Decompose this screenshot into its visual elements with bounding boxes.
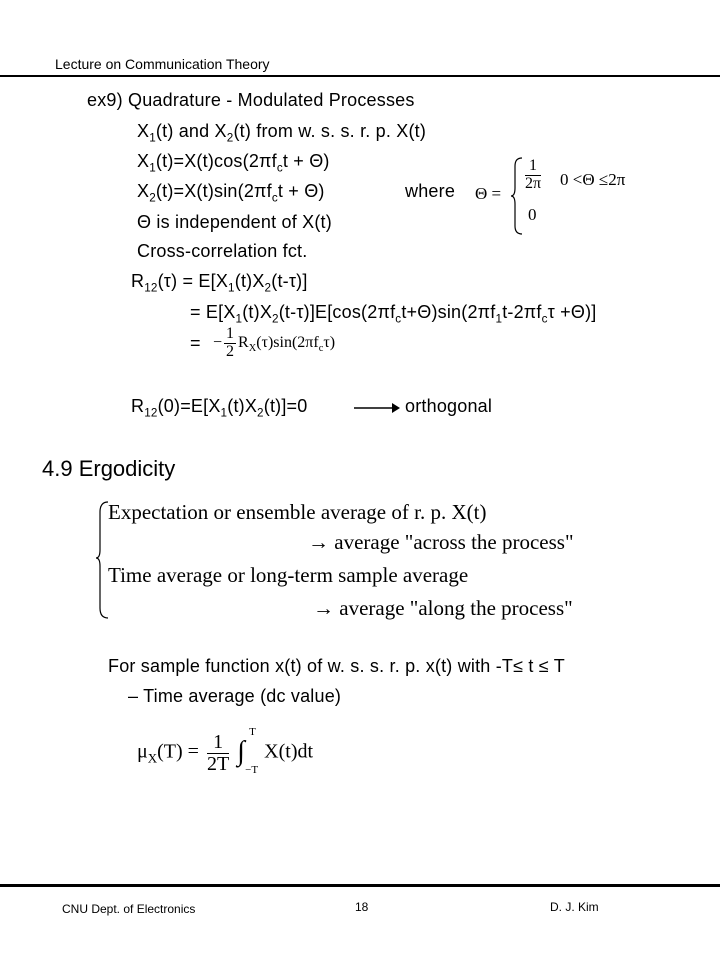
example-line-3: $X_2(t)=X(t)\sin(2\pi f_ct + \Theta)$ bbox=[137, 181, 325, 205]
page-number: 18 bbox=[355, 900, 369, 914]
header-rule bbox=[0, 75, 720, 77]
ergodicity-line-1: Expectation or ensemble average of r. p. X(t) bbox=[108, 500, 487, 524]
sample-line-1: For sample function x(t) of w. s. s. r. p. x(t) with -T≤ t ≤ T bbox=[108, 656, 565, 676]
time-average-formula: $\mu_X(T)$ = $\frac{1}{2T}$ ∫ T −T X(t)dt bbox=[137, 726, 314, 776]
sample-line-2: – Time average (dc value) bbox=[128, 686, 342, 706]
theta-else: 0 bbox=[528, 205, 537, 224]
example-line-2: $X_1(t)=X(t)\cos(2\pi f_ct + \Theta)$ bbox=[137, 151, 330, 175]
example-line-4: Θ is independent of X(t) bbox=[137, 212, 332, 232]
ergodicity-line-2: → average "across the process" bbox=[308, 530, 574, 554]
example-line-9: $R_{12}(0)=E[X_1(t)X_2(t)]=0$ bbox=[131, 396, 308, 420]
footer-dept: CNU Dept. of Electronics bbox=[62, 902, 196, 916]
orthogonal-label: orthogonal bbox=[405, 396, 493, 416]
theta-lhs: Θ = bbox=[475, 184, 502, 203]
example-line-5: Cross-correlation fct. bbox=[137, 241, 308, 261]
example-line-8-formula: − $\frac{1}{2}$ $R_X(\tau)\sin(2\pi f_c\tau)$ bbox=[213, 325, 336, 360]
section-title: 4.9 Ergodicity bbox=[42, 456, 176, 481]
example-line-8-eq: = bbox=[190, 333, 201, 353]
theta-fraction: $\frac{1}{2\pi}$ bbox=[525, 157, 542, 192]
arrow-right-icon bbox=[352, 400, 402, 416]
example-line-1: $X_1(t)$ and $X_2(t)$ from w. s. s. r. p. X(t) bbox=[137, 121, 427, 145]
example-title: ex9) Quadrature - Modulated Processes bbox=[87, 90, 415, 110]
example-line-6: $R_{12}(\tau) = E[X_1(t)X_2(t-\tau)]$ bbox=[131, 271, 308, 295]
ergodicity-line-4: → average "along the process" bbox=[313, 596, 573, 620]
theta-condition: 0 <Θ ≤2π bbox=[560, 170, 626, 189]
example-line-7: = $E[X_1(t)X_2(t-\tau)]E[\cos(2\pi f_ct+\Theta)\sin(2\pi f_1t-2\pi f_c\tau +\Theta)]$ bbox=[190, 302, 597, 326]
ergodicity-line-3: Time average or long-term sample average bbox=[108, 563, 469, 587]
where-label: where bbox=[405, 181, 456, 201]
theta-brace bbox=[510, 156, 524, 236]
course-title: Lecture on Communication Theory bbox=[55, 56, 270, 72]
footer-author: D. J. Kim bbox=[550, 900, 599, 914]
footer-rule bbox=[0, 884, 720, 887]
